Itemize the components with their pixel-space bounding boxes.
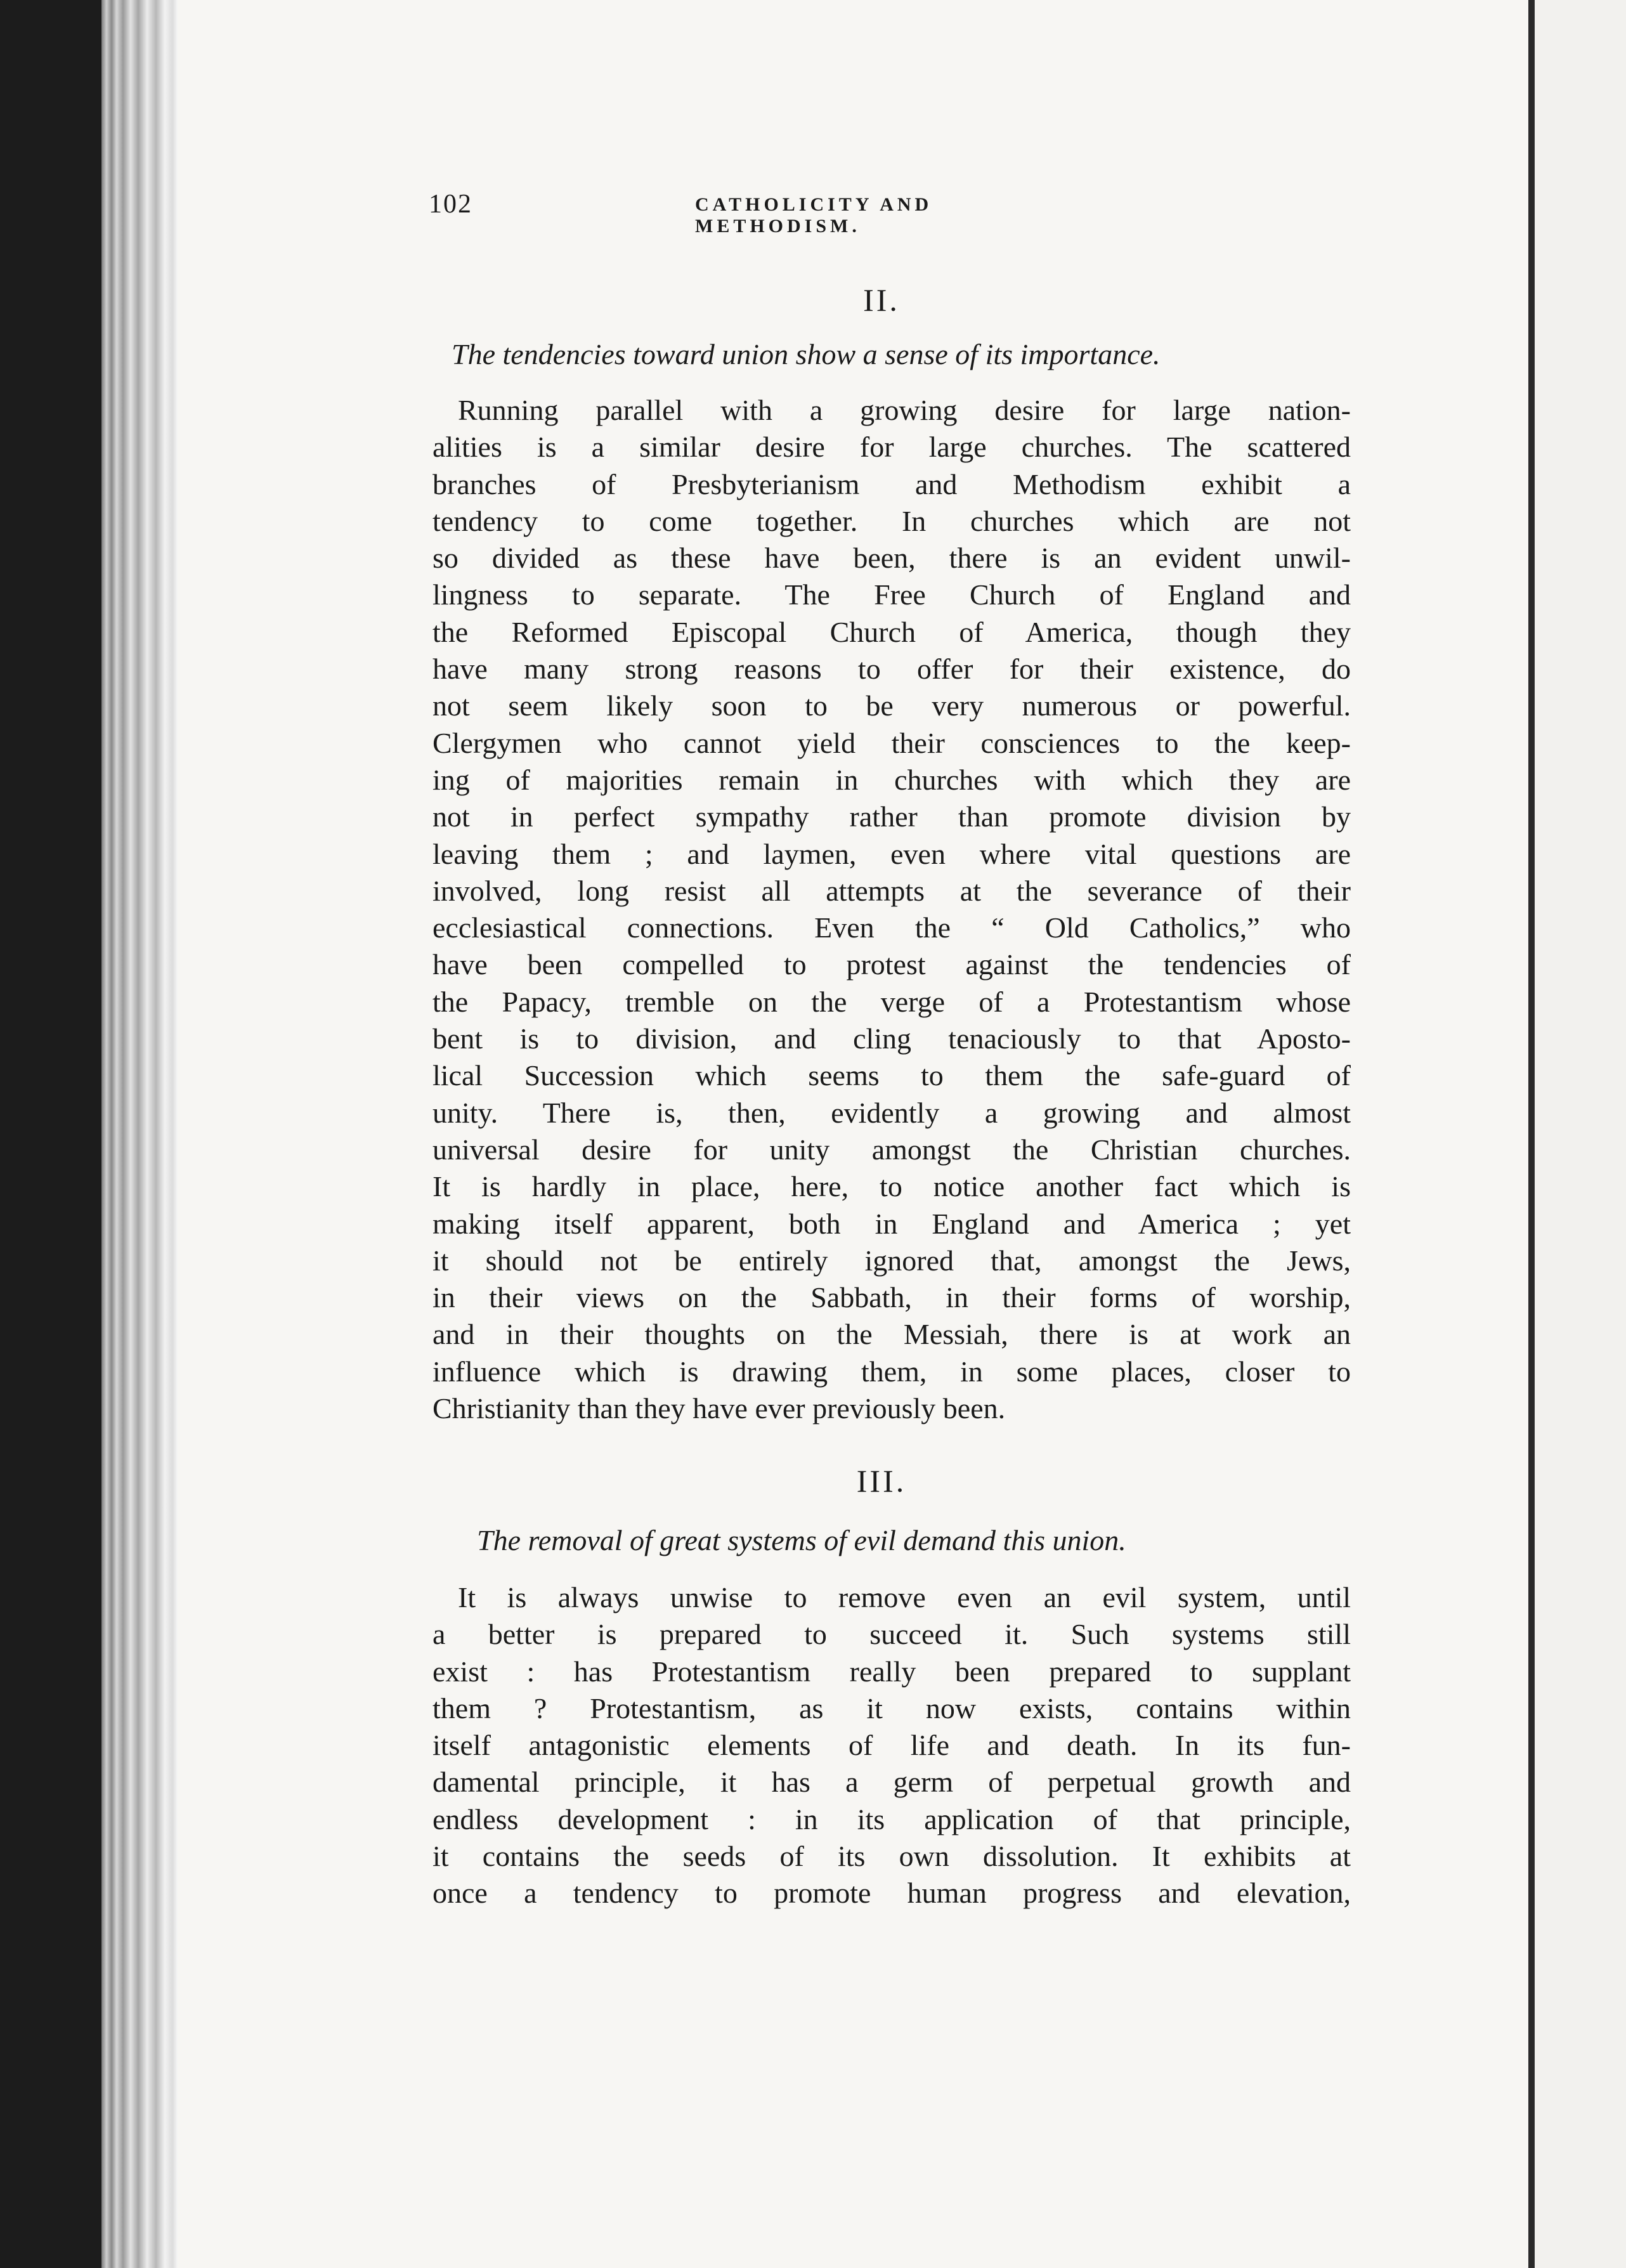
text-line: Christianity than they have ever previously been. — [433, 1392, 1006, 1425]
text-line: leaving them ; and laymen, even where vital questions are — [433, 837, 1351, 870]
text-line: itself antagonistic elements of life and death. In its fun- — [433, 1729, 1351, 1762]
text-line: branches of Presbyterianism and Methodism exhibit a — [433, 467, 1351, 500]
text-line: exist : has Protestantism really been prepared to supplant — [433, 1655, 1351, 1688]
text-line: influence which is drawing them, in some places, closer to — [433, 1355, 1351, 1388]
text-line: universal desire for unity amongst the Christian churches. — [433, 1133, 1351, 1166]
text-line: have been compelled to protest against the tendencies of — [433, 948, 1351, 981]
page-number: 102 — [429, 190, 472, 219]
text-line: a better is prepared to succeed it. Such systems still — [433, 1618, 1351, 1651]
text-line: unity. There is, then, evidently a growing and almost — [433, 1096, 1351, 1129]
text-line: making itself apparent, both in England and America ; yet — [433, 1207, 1351, 1240]
text-line: and in their thoughts on the Messiah, there is at work an — [433, 1318, 1351, 1351]
section-numeral-three: III. — [856, 1463, 907, 1499]
text-line: lical Succession which seems to them the safe-guard of — [433, 1059, 1351, 1092]
text-line: once a tendency to promote human progress and elevation, — [433, 1877, 1351, 1910]
text-line: lingness to separate. The Free Church of England and — [433, 578, 1351, 611]
section-heading-three: The removal of great systems of evil demand this union. — [477, 1524, 1126, 1556]
text-line: It is always unwise to remove even an evil system, until — [458, 1581, 1351, 1613]
text-line: them ? Protestantism, as it now exists, contains within — [433, 1691, 1351, 1724]
text-line: bent is to division, and cling tenaciously to that Aposto- — [433, 1022, 1351, 1055]
text-line: ecclesiastical connections. Even the “ Old Catholics,” who — [433, 911, 1351, 944]
text-line: Running parallel with a growing desire for large nation- — [458, 394, 1351, 426]
text-line: damental principle, it has a germ of perpetual growth and — [433, 1766, 1351, 1799]
page-gutter — [1528, 0, 1535, 2268]
text-line: in their views on the Sabbath, in their forms of worship, — [433, 1281, 1351, 1314]
text-line: Clergymen who cannot yield their consciences to the keep- — [433, 726, 1351, 759]
page-stack-edge — [101, 0, 178, 2268]
paragraph-three — [433, 1579, 1351, 1912]
text-line: have many strong reasons to offer for their existence, do — [433, 653, 1351, 686]
text-line: involved, long resist all attempts at the severance of their — [433, 874, 1351, 907]
text-line: not in perfect sympathy rather than promote division by — [433, 800, 1351, 833]
text-line: It is hardly in place, here, to notice another fact which is — [433, 1170, 1351, 1203]
text-line: the Papacy, tremble on the verge of a Protestantism whose — [433, 985, 1351, 1018]
text-line: ing of majorities remain in churches with which they are — [433, 763, 1351, 796]
text-line: it should not be entirely ignored that, amongst the Jews, — [433, 1244, 1351, 1277]
running-head — [429, 189, 1088, 237]
text-line: the Reformed Episcopal Church of America, though they — [433, 615, 1351, 648]
text-line: it contains the seeds of its own dissolution. It exhibits at — [433, 1840, 1351, 1873]
text-line: so divided as these have been, there is an evident unwil- — [433, 542, 1351, 575]
text-line: not seem likely soon to be very numerous or powerful. — [433, 689, 1351, 722]
section-heading-two: The tendencies toward union show a sense of its importance. — [452, 338, 1161, 370]
text-line: endless development : in its application of that principle, — [433, 1802, 1351, 1835]
running-title: CATHOLICITY AND METHODISM. — [695, 194, 933, 237]
paragraph-two — [433, 392, 1351, 1427]
text-line: tendency to come together. In churches which are not — [433, 504, 1351, 537]
facing-page-edge — [1535, 0, 1626, 2268]
text-line: alities is a similar desire for large churches. The scattered — [433, 431, 1351, 464]
book-binding-edge — [0, 0, 101, 2268]
section-numeral-two: II. — [863, 282, 900, 318]
